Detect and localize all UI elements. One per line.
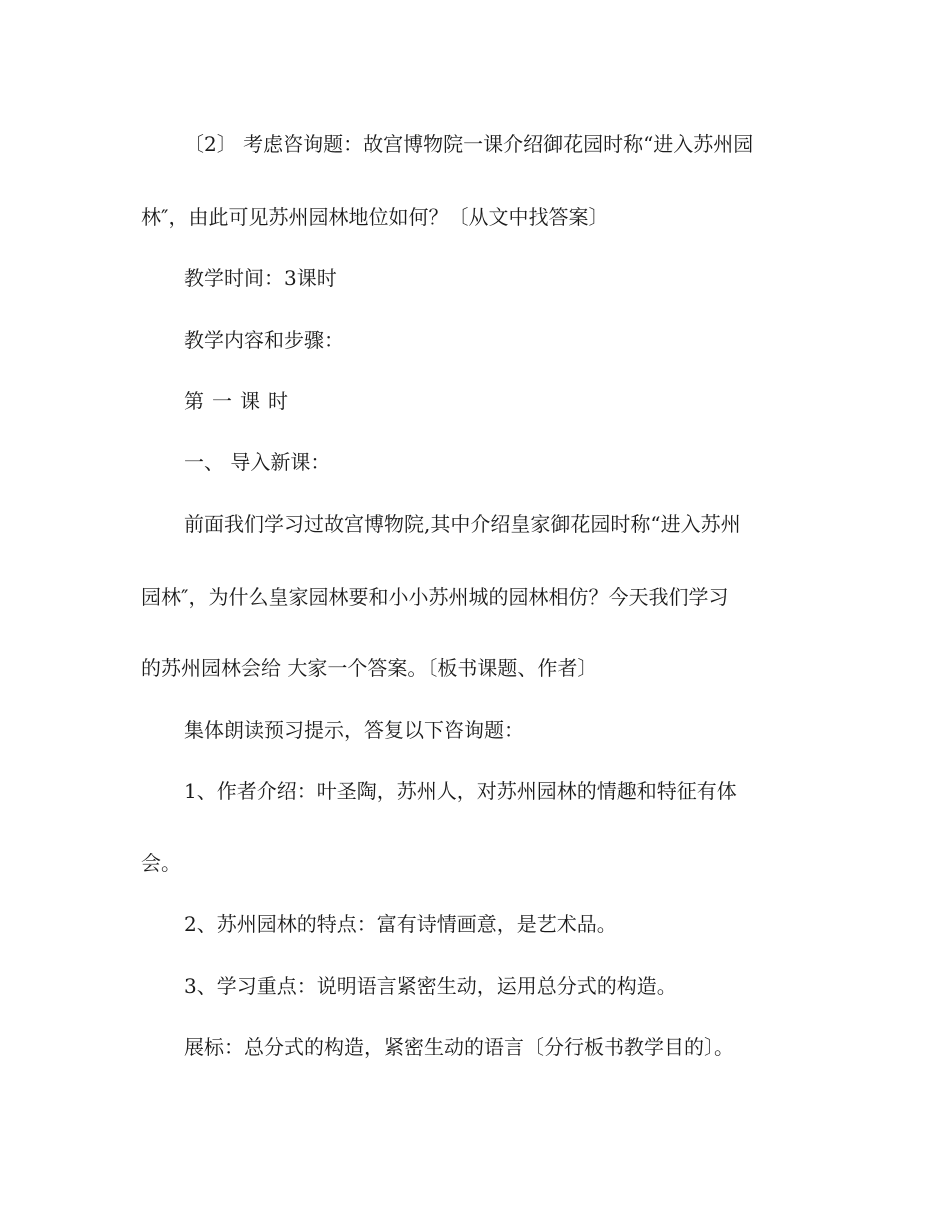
section-heading-first-lesson: 第一课时 [184, 389, 296, 413]
paragraph-line-reading: 集体朗读预习提示，答复以下咨询题： [184, 718, 524, 742]
paragraph-line-objectives: 展标：总分式的构造，紧密生动的语言〔分行板书教学目的〕。 [184, 1035, 734, 1059]
list-item-features: 2、苏州园林的特点：富有诗情画意，是艺术品。 [184, 912, 617, 936]
paragraph-line-teaching-content: 教学内容和步骤： [184, 328, 344, 352]
section-heading-intro: 一、 导入新课： [184, 450, 331, 474]
paragraph-line-intro-1: 前面我们学习过故宫博物院,其中介绍皇家御花园时称“进入苏州 [184, 512, 741, 536]
paragraph-line-question-2: 〔2〕 考虑咨询题：故宫博物院一课介绍御花园时称“进入苏州园 [184, 132, 754, 156]
list-item-author-cont: 会。 [141, 851, 181, 875]
paragraph-line-teaching-time: 教学时间：3课时 [184, 266, 337, 290]
list-item-author: 1、作者介绍：叶圣陶，苏州人，对苏州园林的情趣和特征有体 [184, 779, 737, 803]
paragraph-line-intro-2: 园林″，为什么皇家园林要和小小苏州城的园林相仿？今天我们学习 [141, 585, 729, 609]
list-item-key-points: 3、学习重点：说明语言紧密生动，运用总分式的构造。 [184, 974, 677, 998]
paragraph-line-intro-3: 的苏州园林会给 大家一个答案。〔板书课题、作者〕 [141, 656, 598, 680]
paragraph-line-question-2-cont: 林″，由此可见苏州园林地位如何？〔从文中找答案〕 [141, 205, 609, 229]
